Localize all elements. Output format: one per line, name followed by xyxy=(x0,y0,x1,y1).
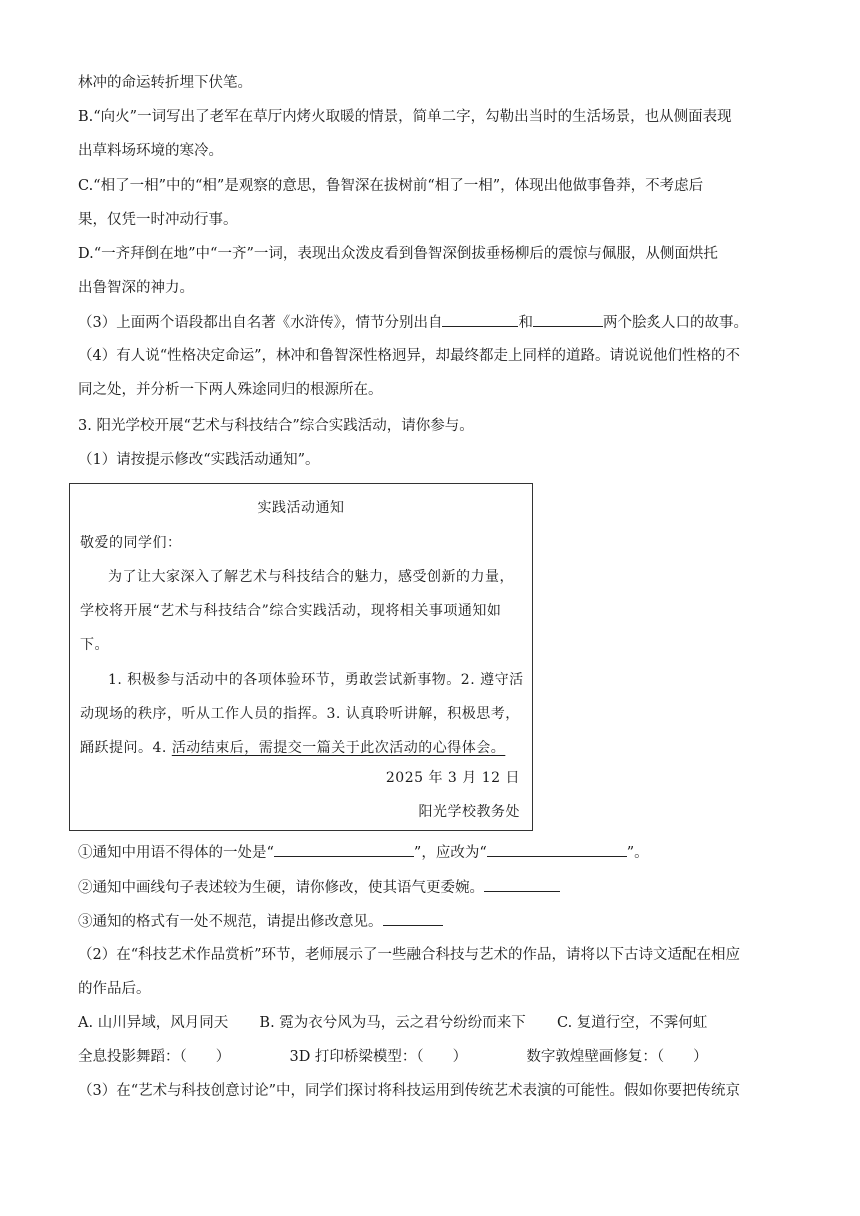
text-line: 同之处，并分析一下两人殊途同归的根源所在。 xyxy=(78,382,383,398)
option-c: C. 复道行空，不霁何虹 xyxy=(557,1015,708,1031)
match-hologram[interactable]: 全息投影舞蹈：（ ） xyxy=(78,1049,231,1065)
notice-body-line: 学校将开展“艺术与科技结合”综合实践活动，现将相关事项通知如 xyxy=(80,603,502,619)
question-text: ”，应改为“ xyxy=(413,845,487,861)
notice-body-line: 下。 xyxy=(80,637,109,653)
answer-blank[interactable] xyxy=(274,842,414,857)
option-a: A. 山川异域，风月同天 xyxy=(78,1015,229,1031)
answer-blank[interactable] xyxy=(442,312,518,327)
notice-date: 2025 年 3 月 12 日 xyxy=(385,770,520,786)
notice-body-line: 1. 积极参与活动中的各项体验环节，勇敢尝试新事物。2. 遵守活 xyxy=(108,672,524,688)
question-text: ①通知中用语不得体的一处是“ xyxy=(78,845,274,861)
sub-question-2: （2）在“科技艺术作品赏析”环节，老师展示了一些融合科技与艺术的作品，请将以下古诗文适配在相应 xyxy=(78,947,741,963)
question-2 xyxy=(78,877,560,898)
text-line: 出鲁智深的神力。 xyxy=(78,280,194,296)
question-text: ②通知中画线句子表述较为生硬，请你修改，使其语气更委婉。 xyxy=(78,880,484,896)
notice-box xyxy=(69,483,533,831)
question-3b xyxy=(78,911,443,932)
question-1 xyxy=(78,842,649,863)
sub-question-1: （1）请按提示修改“实践活动通知”。 xyxy=(78,452,320,468)
match-row xyxy=(78,1047,708,1067)
notice-text: 踊跃提问。4. xyxy=(80,740,172,756)
section-3-heading: 3. 阳光学校开展“艺术与科技结合”综合实践活动，请你参与。 xyxy=(78,418,474,434)
answer-blank[interactable] xyxy=(487,842,627,857)
notice-body-line: 动现场的秩序，听从工作人员的指挥。3. 认真聆听讲解，积极思考， xyxy=(80,706,520,722)
question-3-text: 两个脍炙人口的故事。 xyxy=(602,315,748,331)
notice-signature: 阳光学校教务处 xyxy=(418,804,520,820)
match-3d-bridge[interactable]: 3D 打印桥梁模型：（ ） xyxy=(289,1049,468,1065)
question-4-text: （4）有人说“性格决定命运”，林冲和鲁智深性格迥异，却最终都走上同样的道路。请说说他们性格的不 xyxy=(78,348,741,364)
answer-blank[interactable] xyxy=(484,877,560,892)
question-3-text: （3）上面两个语段都出自名著《水浒传》，情节分别出自 xyxy=(78,315,443,331)
question-text: ③通知的格式有一处不规范，请提出修改意见。 xyxy=(78,914,383,930)
text-line: 果，仅凭一时冲动行事。 xyxy=(78,212,238,228)
match-dunhuang[interactable]: 数字敦煌壁画修复：（ ） xyxy=(526,1049,708,1065)
options-row xyxy=(78,1013,707,1033)
question-3 xyxy=(78,312,748,333)
text-line: 出草料场环境的寒冷。 xyxy=(78,143,223,159)
answer-blank[interactable] xyxy=(533,312,603,327)
option-b: B. 霓为衣兮风为马，云之君兮纷纷而来下 xyxy=(259,1015,526,1031)
option-d-text: D.“一齐拜倒在地”中“一齐”一词，表现出众泼皮看到鲁智深倒拔垂杨柳后的震惊与佩服，从侧面烘托 xyxy=(78,246,718,262)
text-line: 的作品后。 xyxy=(78,981,151,997)
notice-title: 实践活动通知 xyxy=(257,500,345,516)
underlined-sentence: 活动结束后，需提交一篇关于此次活动的心得体会。 xyxy=(171,740,506,756)
option-b-text: B.“向火”一词写出了老军在草厅内烤火取暖的情景，简单二字，勾勒出当时的生活场景，也从侧面表现 xyxy=(78,109,732,125)
sub-question-3: （3）在“艺术与科技创意讨论”中，同学们探讨将科技运用到传统艺术表演的可能性。假如你要把传统京 xyxy=(78,1083,741,1099)
question-3-text: 和 xyxy=(518,315,533,331)
notice-greeting: 敬爱的同学们： xyxy=(80,535,182,551)
answer-blank[interactable] xyxy=(383,911,443,926)
notice-body-line: 为了让大家深入了解艺术与科技结合的魅力，感受创新的力量， xyxy=(108,569,514,585)
text-line: 林冲的命运转折埋下伏笔。 xyxy=(78,75,252,91)
option-c-text: C.“相了一相”中的“相”是观察的意思，鲁智深在拔树前“相了一相”，体现出他做事鲁莽，不考虑后 xyxy=(78,178,704,194)
notice-body-line xyxy=(80,738,505,758)
question-text: ”。 xyxy=(626,845,649,861)
